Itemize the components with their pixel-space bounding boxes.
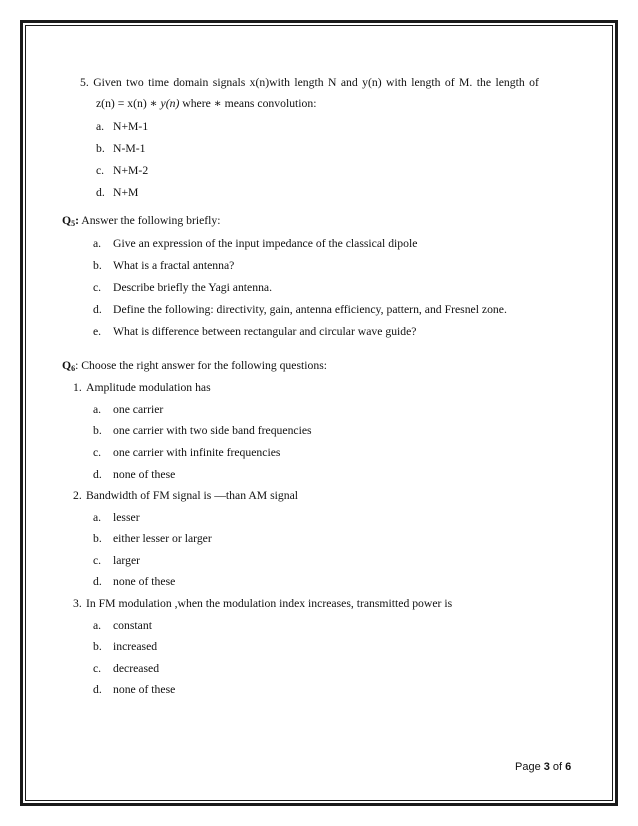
option-item: a. lesser <box>93 511 140 524</box>
list-item: d. Define the following: directivity, gain, antenna efficiency, pattern, and Fresnel zone. <box>93 303 507 316</box>
option-item: c. larger <box>93 554 141 567</box>
q6-heading: $Q_6$: Choose the right answer for the following questions: <box>62 359 327 373</box>
option-item: d. none of these <box>93 468 176 481</box>
option-item: d. N+M <box>96 186 139 199</box>
option-item: c. one carrier with infinite frequencies <box>93 446 281 459</box>
option-item: c. N+M-2 <box>96 164 149 177</box>
total-pages: 6 <box>565 761 572 773</box>
question-text: Given two time domain signals x(n)with length N and y(n) with length of M. the length of <box>93 76 539 89</box>
subquestion: 3. In FM modulation ,when the modulation index increases, transmitted power is <box>73 597 453 610</box>
q6-intro: : Choose the right answer for the following questions: <box>75 359 327 372</box>
option-item: a. constant <box>93 619 152 632</box>
option-item: a. N+M-1 <box>96 120 149 133</box>
option-item: b. either lesser or larger <box>93 532 212 545</box>
option-item: b. one carrier with two side band frequencies <box>93 424 312 437</box>
current-page: 3 <box>543 761 550 773</box>
question-5-line2 <box>96 97 316 111</box>
question-text-yn: y(n) <box>160 97 180 110</box>
option-item: b. N-M-1 <box>96 142 146 155</box>
option-item: c. decreased <box>93 662 160 675</box>
option-item: d. none of these <box>93 683 176 696</box>
subquestion: 1. Amplitude modulation has <box>73 381 211 394</box>
question-5-line1 <box>80 76 539 90</box>
page-number-footer: Page 3 of 6 <box>515 761 572 773</box>
subquestion: 2. Bandwidth of FM signal is —than AM signal <box>73 489 299 502</box>
q5-intro: Answer the following briefly: <box>79 214 221 227</box>
q5-heading: $Q_5$: Answer the following briefly: <box>62 214 221 228</box>
list-item: b. What is a fractal antenna? <box>93 259 235 272</box>
question-text-post: where ∗ means convolution: <box>179 97 317 110</box>
option-item: d. none of these <box>93 575 176 588</box>
option-item: a. one carrier <box>93 403 164 416</box>
list-item: e. What is difference between rectangular and circular wave guide? <box>93 325 417 338</box>
question-text-pre: z(n) = x(n) ∗ <box>96 97 161 110</box>
list-item: c. Describe briefly the Yagi antenna. <box>93 281 273 294</box>
option-item: b. increased <box>93 640 158 653</box>
question-number: 5. <box>80 76 89 89</box>
list-item: a. Give an expression of the input impedance of the classical dipole <box>93 237 418 250</box>
